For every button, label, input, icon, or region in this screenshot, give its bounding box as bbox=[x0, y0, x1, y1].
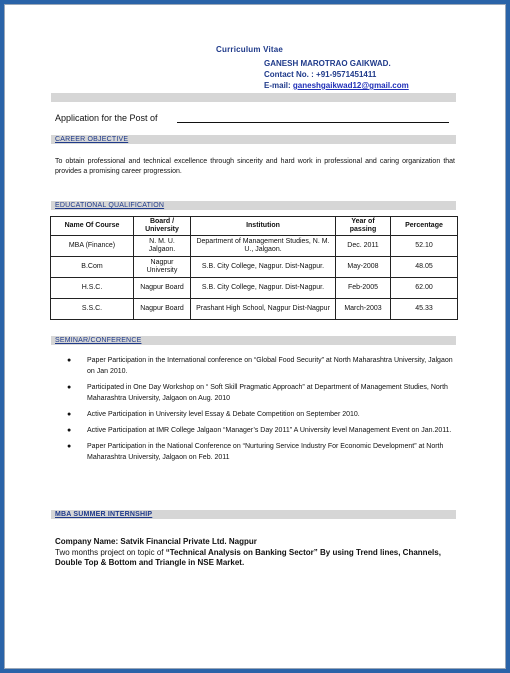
bullet-icon: ● bbox=[67, 357, 72, 364]
seminar-item-text: Paper Participation in the National Conference on “Nurturing Service Industry For Economic Development” at North Maharashtra University, Jalgaon on Feb. 2011 bbox=[87, 443, 444, 461]
project-description bbox=[55, 548, 465, 568]
list-item bbox=[67, 355, 462, 377]
col-board: Board / University bbox=[134, 217, 191, 236]
cell-board: Nagpur University bbox=[134, 257, 191, 278]
table-row bbox=[51, 236, 458, 257]
seminar-item-text: Active Participation in University level Essay & Debate Competition on September 2010. bbox=[87, 411, 360, 418]
email-line bbox=[264, 81, 409, 90]
bullet-icon: ● bbox=[67, 427, 72, 434]
table-row bbox=[51, 257, 458, 278]
seminar-heading: SEMINAR/CONFERENCE bbox=[55, 337, 142, 344]
project-topic: “Technical Analysis on Banking Sector” By using Trend lines, Channels, Double Top & Bottom and Triangle in NSE Market. bbox=[55, 548, 441, 567]
cell-course: H.S.C. bbox=[51, 278, 134, 299]
email-label: E-mail: bbox=[264, 81, 291, 90]
cell-course: S.S.C. bbox=[51, 299, 134, 320]
application-post-label: Application for the Post of bbox=[55, 113, 158, 123]
email-link[interactable]: ganeshgaikwad12@gmail.com bbox=[292, 81, 409, 90]
cell-institution: Prashant High School, Nagpur Dist-Nagpur bbox=[191, 299, 336, 320]
internship-heading: MBA SUMMER INTERNSHIP bbox=[55, 511, 153, 518]
cell-year: May-2008 bbox=[336, 257, 391, 278]
cell-course: MBA (Finance) bbox=[51, 236, 134, 257]
list-item bbox=[67, 409, 462, 420]
list-item bbox=[67, 382, 462, 404]
cell-year: Feb-2005 bbox=[336, 278, 391, 299]
header-divider-bar bbox=[51, 93, 456, 102]
cell-year: Dec. 2011 bbox=[336, 236, 391, 257]
seminar-item-text: Paper Participation in the International conference on “Global Food Security” at North Maharashtra University, Jalgaon on Jan 2010. bbox=[87, 357, 453, 375]
col-institution: Institution bbox=[191, 217, 336, 236]
bullet-icon: ● bbox=[67, 384, 72, 391]
seminar-item-text: Active Participation at IMR College Jalgaon “Manager’s Day 2011” A University level Management Event on Jan.2011. bbox=[87, 427, 452, 434]
cv-title: Curriculum Vitae bbox=[216, 45, 284, 54]
cell-course: B.Com bbox=[51, 257, 134, 278]
education-heading: EDUCATIONAL QUALIFICATION bbox=[55, 202, 165, 209]
cell-board: Nagpur Board bbox=[134, 299, 191, 320]
cell-institution: S.B. City College, Nagpur. Dist-Nagpur. bbox=[191, 257, 336, 278]
resume-page bbox=[4, 4, 506, 669]
col-percentage: Percentage bbox=[391, 217, 458, 236]
career-objective-heading: CAREER OBJECTIVE bbox=[55, 136, 129, 143]
cell-percentage: 52.10 bbox=[391, 236, 458, 257]
list-item bbox=[67, 441, 462, 463]
table-row bbox=[51, 278, 458, 299]
education-table bbox=[50, 216, 458, 320]
cell-year: March-2003 bbox=[336, 299, 391, 320]
contact-line bbox=[264, 70, 376, 79]
company-label: Company Name: bbox=[55, 537, 119, 546]
cell-institution: S.B. City College, Nagpur. Dist-Nagpur. bbox=[191, 278, 336, 299]
contact-number: +91-9571451411 bbox=[316, 70, 377, 79]
cell-percentage: 62.00 bbox=[391, 278, 458, 299]
cell-board: N. M. U. Jalgaon. bbox=[134, 236, 191, 257]
candidate-name: GANESH MAROTRAO GAIKWAD. bbox=[264, 59, 391, 68]
list-item bbox=[67, 425, 462, 436]
col-year: Year of passing bbox=[336, 217, 391, 236]
contact-label: Contact No. : bbox=[264, 70, 314, 79]
company-name: Satvik Financial Private Ltd. Nagpur bbox=[120, 537, 257, 546]
cell-percentage: 48.05 bbox=[391, 257, 458, 278]
cell-percentage: 45.33 bbox=[391, 299, 458, 320]
cell-institution: Department of Management Studies, N. M. U., Jalgaon. bbox=[191, 236, 336, 257]
col-course: Name Of Course bbox=[51, 217, 134, 236]
cell-board: Nagpur Board bbox=[134, 278, 191, 299]
application-post-blank-line bbox=[177, 122, 449, 123]
bullet-icon: ● bbox=[67, 443, 72, 450]
company-line bbox=[55, 537, 257, 546]
project-intro: Two months project on topic of bbox=[55, 548, 166, 557]
seminar-item-text: Participated in One Day Workshop on “ Soft Skill Pragmatic Approach” at Department of Management Studies, North Maharashtra University, Jalgaon on Aug. 2010 bbox=[87, 384, 448, 402]
table-row bbox=[51, 299, 458, 320]
seminar-list bbox=[67, 355, 462, 468]
education-table-header-row bbox=[51, 217, 458, 236]
bullet-icon: ● bbox=[67, 411, 72, 418]
career-objective-text: To obtain professional and technical excellence through sincerity and hard work in professional and caring organization that provides a promising career progression. bbox=[55, 158, 455, 175]
